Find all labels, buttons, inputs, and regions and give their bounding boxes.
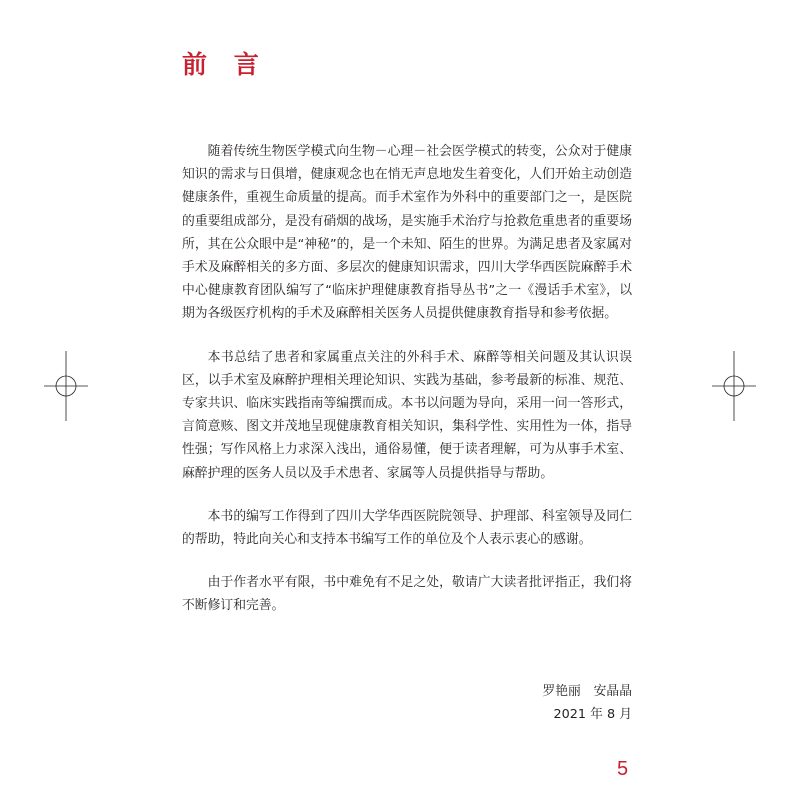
paragraph: 本书总结了患者和家属重点关注的外科手术、麻醉等相关问题及其认识误区，以手术室及麻醉护理相关理论知识、实践为基础，参考最新的标准、规范、专家共识、临床实践指南等编撰而成。本书以问题为导向，采用一问一答形式，言简意赅、图文并茂地呈现健康教育相关知识，集科学性、实用性为一体，指导性强；写作风格上力求深入浅出，通俗易懂，便于读者理解，可为从事手术室、麻醉护理的医务人员以及手术患者、家属等人员提供指导与帮助。 <box>182 349 632 481</box>
paragraph: 随着传统生物医学模式向生物－心理－社会医学模式的转变，公众对于健康知识的需求与日俱增，健康观念也在悄无声息地发生着变化，人们开始主动创造健康条件，重视生命质量的提高。而手术室作为外科中的重要部门之一，是医院的重要组成部分，是没有硝烟的战场，是实施手术治疗与抢救危重患者的重要场所，其在公众眼中是“神秘”的，是一个未知、陌生的世界。为满足患者及家属对手术及麻醉相关的多方面、多层次的健康知识需求，四川大学华西医院麻醉手术中心健康教育团队编写了“临床护理健康教育指导丛书”之一《漫话手术室》，以期为各级医疗机构的手术及麻醉相关医务人员提供健康教育指导和参考依据。 <box>182 144 632 322</box>
author-names: 罗艳丽 安晶晶 <box>542 684 632 699</box>
publication-date: 2021 年 8 月 <box>553 707 632 723</box>
paragraph: 本书的编写工作得到了四川大学华西医院院领导、护理部、科室领导及同仁的帮助，特此向关心和支持本书编写工作的单位及个人表示衷心的感谢。 <box>182 508 632 548</box>
crosshair-circle-icon <box>44 351 88 421</box>
signature-block <box>542 680 632 726</box>
crosshair-circle-icon <box>712 351 756 421</box>
page-number: 5 <box>617 758 629 780</box>
page-title: 前 言 <box>182 50 268 79</box>
preface-body <box>182 140 632 618</box>
paragraph: 由于作者水平有限，书中难免有不足之处，敬请广大读者批评指正，我们将不断修订和完善。 <box>182 575 632 614</box>
